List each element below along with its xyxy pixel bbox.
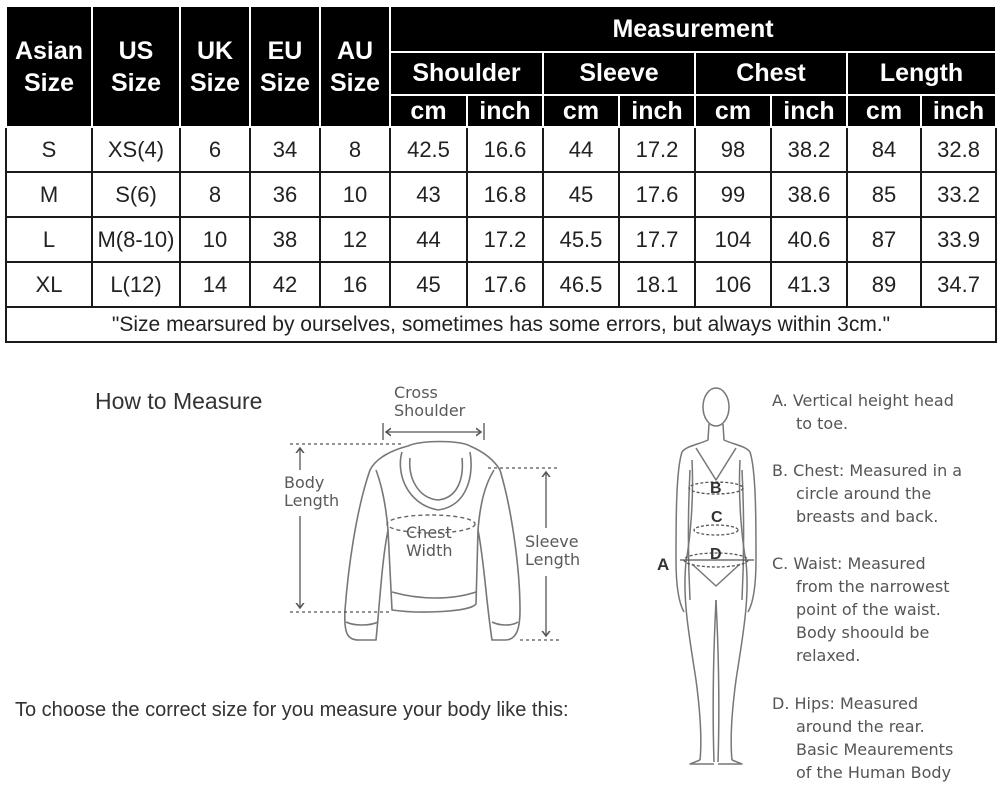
measure-instruction: To choose the correct size for you measure your body like this: — [15, 699, 569, 721]
table-cell: 87 — [847, 217, 921, 262]
figure-letter-b: B — [710, 480, 722, 497]
header-eu-size: EU Size — [250, 6, 320, 127]
table-cell: 16.6 — [467, 127, 543, 172]
table-cell: L — [6, 217, 92, 262]
header-chest: Chest — [695, 52, 847, 95]
table-cell: 98 — [695, 127, 771, 172]
table-cell: 12 — [320, 217, 390, 262]
header-unit-cm: cm — [390, 95, 467, 127]
table-cell: 43 — [390, 172, 467, 217]
legend-a: A. Vertical height head to toe. — [772, 391, 954, 433]
header-shoulder: Shoulder — [390, 52, 543, 95]
table-cell: S — [6, 127, 92, 172]
table-cell: 38.2 — [771, 127, 847, 172]
table-cell: 10 — [180, 217, 250, 262]
legend-c: C. Waist: Measured from the narrowest point of the waist. Body shoould be relaxed. — [772, 554, 950, 665]
table-cell: XL — [6, 262, 92, 307]
table-cell: L(12) — [92, 262, 180, 307]
header-unit-inch: inch — [619, 95, 695, 127]
table-cell: 45.5 — [543, 217, 619, 262]
table-cell: 34 — [250, 127, 320, 172]
header-length: Length — [847, 52, 996, 95]
table-cell: M(8-10) — [92, 217, 180, 262]
how-to-measure-title: How to Measure — [95, 388, 263, 414]
table-cell: 38 — [250, 217, 320, 262]
header-unit-inch: inch — [467, 95, 543, 127]
figure-letter-d: D — [710, 546, 722, 563]
legend-d: D. Hips: Measured around the rear. Basic Meaurements of the Human Body — [772, 694, 954, 782]
figure-letter-a: A — [657, 555, 670, 574]
table-cell: 17.2 — [619, 127, 695, 172]
header-unit-cm: cm — [847, 95, 921, 127]
table-cell: S(6) — [92, 172, 180, 217]
cross-shoulder-dimension — [383, 423, 484, 440]
table-cell: 85 — [847, 172, 921, 217]
table-cell: 41.3 — [771, 262, 847, 307]
table-cell: XS(4) — [92, 127, 180, 172]
table-cell: 14 — [180, 262, 250, 307]
header-sleeve: Sleeve — [543, 52, 695, 95]
figure-letter-c: C — [711, 509, 723, 526]
table-cell: M — [6, 172, 92, 217]
header-unit-cm: cm — [695, 95, 771, 127]
table-cell: 106 — [695, 262, 771, 307]
body-length-dimension — [290, 444, 402, 612]
header-unit-cm: cm — [543, 95, 619, 127]
table-cell: 45 — [390, 262, 467, 307]
table-cell: 6 — [180, 127, 250, 172]
header-unit-inch: inch — [771, 95, 847, 127]
header-au-size: AU Size — [320, 6, 390, 127]
table-cell: 84 — [847, 127, 921, 172]
table-cell: 40.6 — [771, 217, 847, 262]
table-cell: 17.6 — [467, 262, 543, 307]
header-uk-size: UK Size — [180, 6, 250, 127]
table-cell: 99 — [695, 172, 771, 217]
table-cell: 16.8 — [467, 172, 543, 217]
table-cell: 17.2 — [467, 217, 543, 262]
table-cell: 44 — [543, 127, 619, 172]
header-asian-size: Asian Size — [6, 6, 92, 127]
table-cell: 17.6 — [619, 172, 695, 217]
table-cell: 89 — [847, 262, 921, 307]
table-cell: 32.8 — [921, 127, 996, 172]
table-cell: 10 — [320, 172, 390, 217]
header-unit-inch: inch — [921, 95, 996, 127]
size-note: "Size mearsured by ourselves, sometimes has some errors, but always within 3cm." — [6, 307, 996, 342]
table-cell: 36 — [250, 172, 320, 217]
header-measurement: Measurement — [390, 6, 996, 52]
table-cell: 44 — [390, 217, 467, 262]
cross-shoulder-label: Cross Shoulder — [394, 383, 466, 420]
table-cell: 38.6 — [771, 172, 847, 217]
table-cell: 8 — [320, 127, 390, 172]
legend-b: B. Chest: Measured in a circle around the breasts and back. — [772, 461, 963, 526]
table-cell: 34.7 — [921, 262, 996, 307]
table-cell: 33.9 — [921, 217, 996, 262]
header-us-size: US Size — [92, 6, 180, 127]
table-cell: 16 — [320, 262, 390, 307]
table-cell: 45 — [543, 172, 619, 217]
table-cell: 42 — [250, 262, 320, 307]
table-cell: 8 — [180, 172, 250, 217]
table-cell: 17.7 — [619, 217, 695, 262]
table-cell: 104 — [695, 217, 771, 262]
human-figure — [676, 388, 756, 764]
table-cell: 18.1 — [619, 262, 695, 307]
table-cell: 46.5 — [543, 262, 619, 307]
table-cell: 42.5 — [390, 127, 467, 172]
table-cell: 33.2 — [921, 172, 996, 217]
body-length-label: Body Length — [284, 473, 340, 510]
sleeve-length-label: Sleeve Length — [525, 532, 581, 569]
chest-width-label: Chest Width — [406, 523, 453, 560]
